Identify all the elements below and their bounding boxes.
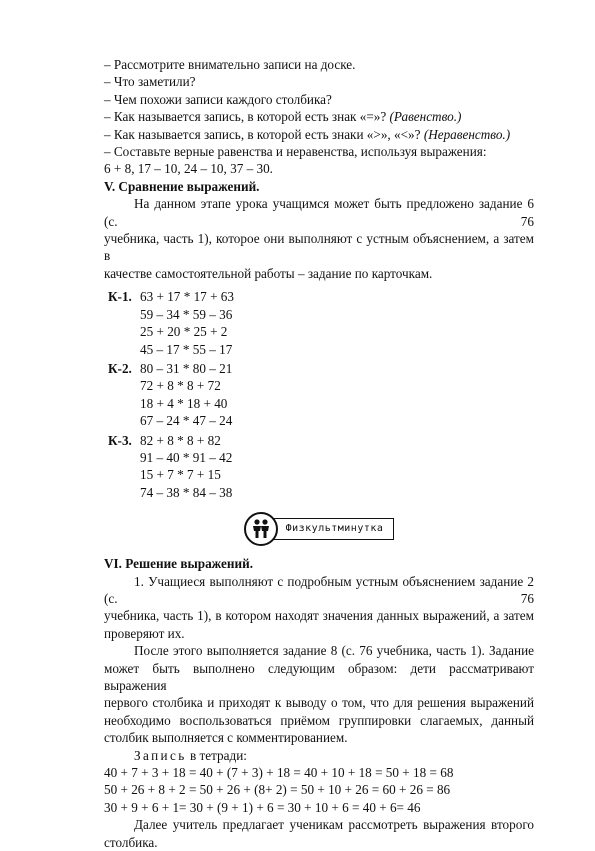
card-row: 59 – 34 * 59 – 36 bbox=[140, 306, 233, 322]
section-6-para2-line-5: столбик выполняется с комментированием. bbox=[104, 730, 348, 746]
section-6-para2-line-2: может быть выполнено следующим образом: дети рассматривают выражения bbox=[104, 660, 534, 693]
section-5-para-line-1: На данном этапе урока учащимся может быть предложено задание 6 (с. 76 bbox=[104, 196, 534, 229]
section-5-para-line-3: качестве самостоятельной работы – задание по карточкам. bbox=[104, 265, 433, 281]
section-6-para2-line-4: необходимо воспользоваться приёмом группировки слагаемых, данный bbox=[104, 712, 534, 728]
card-row: 45 – 17 * 55 – 17 bbox=[140, 341, 233, 357]
question-equality-text: – Как называется запись, в которой есть знак «=»? bbox=[104, 109, 390, 125]
compose-instruction: – Составьте верные равенства и неравенства, используя выражения: bbox=[104, 144, 487, 160]
document-page bbox=[104, 56, 534, 851]
card-label: К-3. bbox=[108, 432, 132, 448]
card-row: 18 + 4 * 18 + 40 bbox=[140, 395, 228, 411]
zapis-word: Запись bbox=[134, 747, 187, 763]
section-6-para3-line-1: Далее учитель предлагает ученикам рассмотреть выражения второго bbox=[134, 817, 534, 833]
section-6-para1-line-2: учебника, часть 1), в котором находят значения данных выражений, а затем bbox=[104, 608, 534, 624]
card-k1 bbox=[108, 288, 534, 358]
section-6-heading: VI. Решение выражений. bbox=[104, 556, 253, 572]
question-equality bbox=[104, 108, 534, 125]
section-5-heading: V. Сравнение выражений. bbox=[104, 178, 260, 194]
question-inequality-answer: (Неравенство.) bbox=[423, 126, 511, 142]
equation-1: 40 + 7 + 3 + 18 = 40 + (7 + 3) + 18 = 40 + 10 + 18 = 50 + 18 = 68 bbox=[104, 765, 454, 781]
card-row: 15 + 7 * 7 + 15 bbox=[140, 467, 221, 483]
equation-2: 50 + 26 + 8 + 2 = 50 + 26 + (8+ 2) = 50 + 10 + 26 = 60 + 26 = 86 bbox=[104, 782, 451, 798]
intro-line-1: – Рассмотрите внимательно записи на доске. bbox=[104, 57, 356, 72]
card-label: К-1. bbox=[108, 289, 132, 305]
card-row: 63 + 17 * 17 + 63 bbox=[140, 289, 234, 305]
intro-line-2: – Что заметили? bbox=[104, 74, 196, 90]
card-row: 80 – 31 * 80 – 21 bbox=[140, 360, 233, 376]
card-label: К-2. bbox=[108, 360, 132, 376]
card-row: 72 + 8 * 8 + 72 bbox=[140, 378, 221, 394]
intro-line-3: – Чем похожи записи каждого столбика? bbox=[104, 91, 332, 107]
card-k3 bbox=[108, 432, 534, 502]
fizkultminutka-label: Физкультминутка bbox=[274, 518, 395, 540]
two-people-icon bbox=[244, 512, 278, 546]
card-row: 91 – 40 * 91 – 42 bbox=[140, 449, 233, 465]
card-row: 74 – 38 * 84 – 38 bbox=[140, 484, 233, 500]
fizkultminutka-banner bbox=[104, 511, 534, 547]
section-5-para-line-2: учебника, часть 1), которое они выполняют с устным объяснением, а затем в bbox=[104, 231, 534, 264]
section-6-para1-line-3: проверяют их. bbox=[104, 625, 185, 641]
section-6-para3-line-2: столбика. bbox=[104, 834, 158, 850]
card-k2 bbox=[108, 360, 534, 430]
section-6-para2-line-1: После этого выполняется задание 8 (с. 76 учебника, часть 1). Задание bbox=[134, 643, 534, 659]
zapis-line bbox=[104, 747, 534, 764]
question-inequality-text: – Как называется запись, в которой есть знаки «>», «<»? bbox=[104, 126, 424, 142]
question-equality-answer: (Равенство.) bbox=[389, 109, 462, 125]
section-6-para1-line-1: 1. Учащиеся выполняют с подробным устным объяснением задание 2 (с. 76 bbox=[104, 573, 534, 606]
equation-3: 30 + 9 + 6 + 1= 30 + (9 + 1) + 6 = 30 + 10 + 6 = 40 + 6= 46 bbox=[104, 799, 421, 815]
card-row: 25 + 20 * 25 + 2 bbox=[140, 324, 228, 340]
zapis-rest: в тетради: bbox=[186, 747, 247, 763]
expression-list: 6 + 8, 17 – 10, 24 – 10, 37 – 30. bbox=[104, 161, 273, 177]
card-row: 82 + 8 * 8 + 82 bbox=[140, 432, 221, 448]
question-inequality bbox=[104, 126, 534, 143]
card-row: 67 – 24 * 47 – 24 bbox=[140, 413, 233, 429]
section-6-para2-line-3: первого столбика и приходят к выводу о том, что для решения выражений bbox=[104, 695, 534, 711]
